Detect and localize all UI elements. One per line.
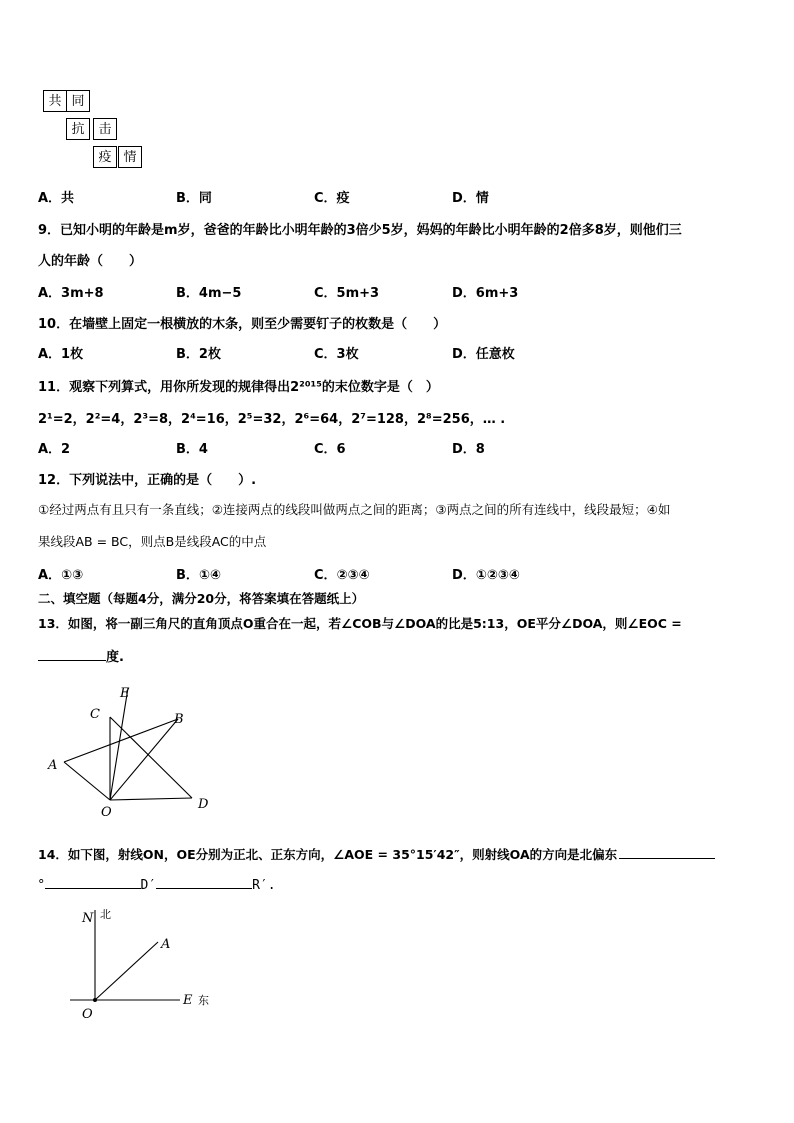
q13-text: 13．如图，将一副三角尺的直角顶点O重合在一起，若∠COB与∠DOA的比是5:13，OE平分∠DOA，则∠EOC = (38, 616, 682, 631)
label-d: D (198, 797, 209, 812)
q11-formula: 2¹=2，2²=4，2³=8，2⁴=16，2⁵=32，2⁶=64，2⁷=128，2⁸=256，… . (38, 412, 506, 427)
option-b: B．4 (176, 442, 208, 457)
second-unit: R′. (252, 878, 276, 893)
label-o: O (82, 1007, 93, 1022)
point-o (93, 998, 97, 1002)
option-a: A．3m+8 (38, 286, 104, 301)
ray-oa (95, 942, 158, 1000)
minute-unit: D′ (140, 878, 157, 893)
q14-line (38, 844, 715, 863)
label-c: C (90, 707, 100, 722)
segment-ob (110, 719, 178, 800)
segment-ab (64, 719, 178, 762)
option-b: B．2枚 (176, 347, 221, 362)
label-a: A (161, 937, 171, 952)
net-cell: 同 (66, 90, 90, 112)
option-d: D．6m+3 (452, 286, 519, 301)
option-a: A．共 (38, 191, 75, 206)
answer-blank[interactable] (38, 646, 106, 661)
q11-text: 11．观察下列算式，用你所发现的规律得出2²⁰¹⁵的末位数字是（ ） (38, 380, 439, 395)
q12-statements-cont: 果线段AB = BC，则点B是线段AC的中点 (38, 534, 267, 549)
q13-suffix: 度. (106, 650, 124, 665)
option-a: A．1枚 (38, 347, 84, 362)
option-b: B．同 (176, 191, 212, 206)
q12-statements: ①经过两点有且只有一条直线；②连接两点的线段叫做两点之间的距离；③两点之间的所有连线中，线段最短；④如 (38, 502, 671, 517)
q14-answer-line (38, 874, 276, 893)
net-cell: 情 (118, 146, 142, 168)
q14-figure (70, 900, 230, 1030)
label-east: 东 (198, 994, 209, 1007)
label-e: E (183, 993, 193, 1008)
label-o: O (101, 805, 112, 820)
q10-text: 10．在墙壁上固定一根横放的木条，则至少需要钉子的枚数是（ ） (38, 317, 447, 332)
q9-text: 9．已知小明的年龄是m岁，爸爸的年龄比小明年龄的3倍少5岁，妈妈的年龄比小明年龄的2倍多8岁，则他们三 (38, 223, 682, 238)
label-e: E (120, 686, 130, 701)
section-heading: 二、填空题（每题4分，满分20分，将答案填在答题纸上） (38, 591, 365, 606)
label-north: 北 (100, 908, 111, 921)
answer-blank[interactable] (45, 874, 141, 889)
option-c: C．5m+3 (314, 286, 380, 301)
option-a: A．①③ (38, 568, 84, 583)
net-cell: 抗 (66, 118, 90, 140)
q13-figure (40, 680, 220, 820)
answer-blank[interactable] (156, 874, 252, 889)
net-cell: 击 (93, 118, 117, 140)
option-c: C．疫 (314, 191, 350, 206)
net-cell: 共 (43, 90, 67, 112)
segment-od (110, 798, 192, 800)
option-b: B．4m−5 (176, 286, 242, 301)
answer-blank[interactable] (619, 844, 715, 859)
option-d: D．情 (452, 191, 489, 206)
q13-answer-line (38, 646, 124, 665)
label-b: B (174, 712, 184, 727)
option-b: B．①④ (176, 568, 221, 583)
q12-text: 12．下列说法中，正确的是（ ）. (38, 473, 257, 488)
label-a: A (48, 758, 58, 773)
q14-text: 14．如下图，射线ON，OE分别为正北、正东方向，∠AOE = 35°15′42″，则射线OA的方向是北偏东 (38, 847, 618, 862)
option-c: C．3枚 (314, 347, 359, 362)
q9-text-cont: 人的年龄（ ） (38, 254, 143, 269)
net-cell: 疫 (93, 146, 117, 168)
label-n: N (82, 911, 94, 926)
option-d: D．任意枚 (452, 347, 515, 362)
segment-ao (64, 762, 110, 800)
option-a: A．2 (38, 442, 71, 457)
degree-unit: ° (38, 878, 45, 893)
option-c: C．②③④ (314, 568, 370, 583)
option-d: D．8 (452, 442, 485, 457)
option-d: D．①②③④ (452, 568, 520, 583)
option-c: C．6 (314, 442, 346, 457)
